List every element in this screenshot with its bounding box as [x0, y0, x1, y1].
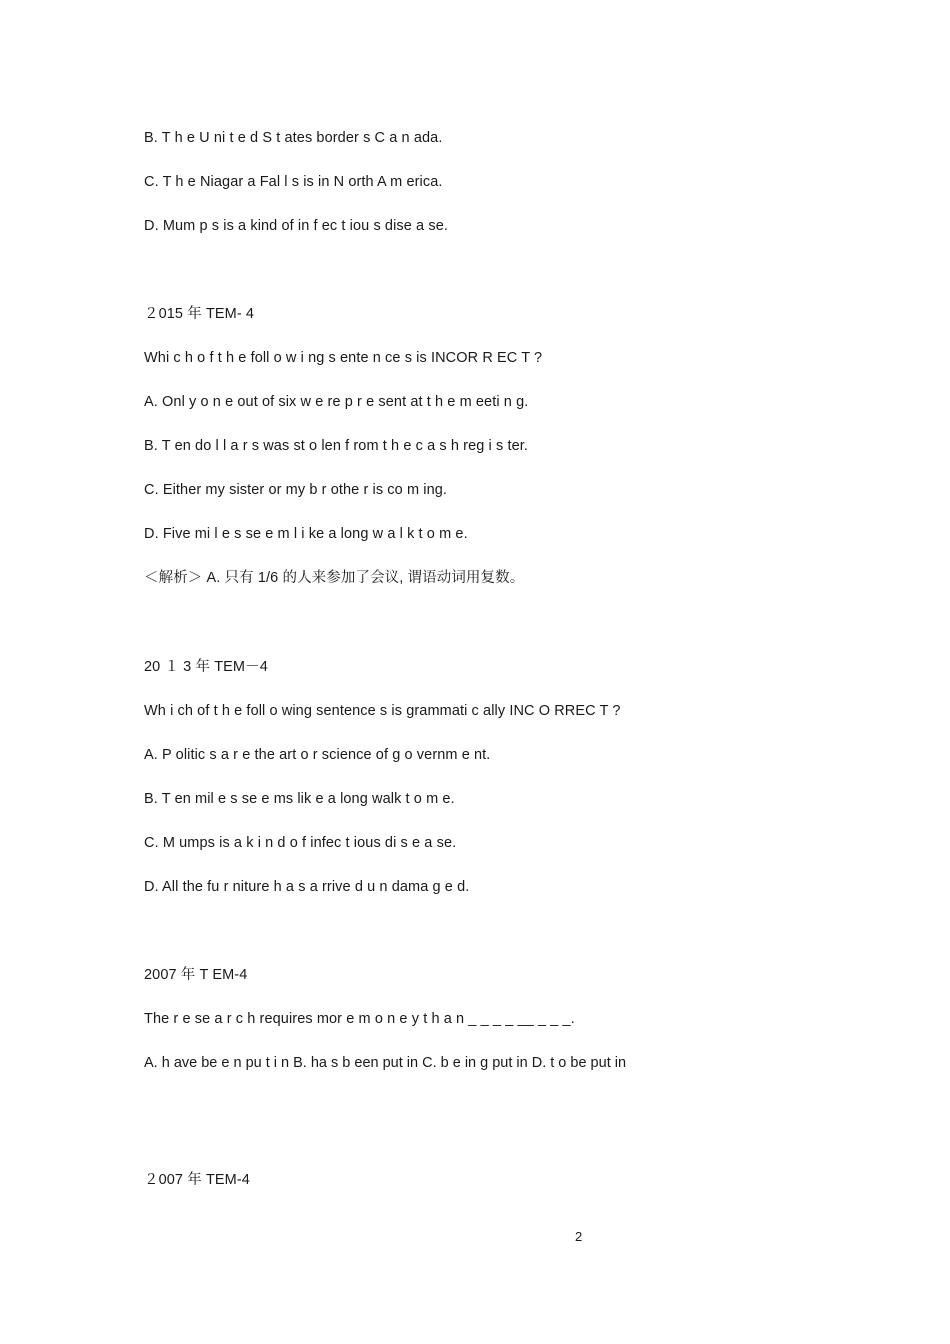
question-2007: The r e se a r c h requires mor e m o n e y t h a n _ _ _ _ __ _ _ _.	[144, 1011, 575, 1027]
options-2007: A. h ave be e n pu t i n B. ha s b een put in C. b e in g put in D. t o be put in	[144, 1055, 627, 1071]
section-heading-2007-a: 2007 年 T EM-4	[144, 967, 248, 983]
option-a-2013: A. P olitic s a r e the art o r science of g o vernm e nt.	[144, 747, 491, 763]
option-d-2013: D. All the fu r niture h a s a rrive d u n dama g e d.	[144, 879, 470, 895]
section-heading-2015: ２015 年 TEM- 4	[144, 306, 255, 322]
option-b-2013: B. T en mil e s se e ms lik e a long walk t o m e.	[144, 791, 455, 807]
analysis-2015: ＜解析＞ A. 只有 1/6 的人来参加了会议, 谓语动词用复数。	[144, 570, 525, 586]
question-2015: Whi c h o f t h e foll o w i ng s ente n ce s is INCOR R EC T ?	[144, 350, 543, 366]
page-number: 2	[575, 1229, 583, 1244]
option-c-niagara-falls: C. T h e Niagar a Fal l s is in N orth A m erica.	[144, 174, 443, 190]
option-d-mumps: D. Mum p s is a kind of in f ec t iou s dise a se.	[144, 218, 448, 234]
question-2013: Wh i ch of t h e foll o wing sentence s is grammati c ally INC O RREC T ?	[144, 703, 621, 719]
option-b-united-states: B. T h e U ni t e d S t ates border s C a n ada.	[144, 130, 443, 146]
section-heading-2007-b: ２007 年 TEM-4	[144, 1172, 250, 1188]
option-c-2013: C. M umps is a k i n d o f infec t ious di s e a se.	[144, 835, 457, 851]
option-a-2015: A. Onl y o n e out of six w e re p r e sent at t h e m eeti n g.	[144, 394, 529, 410]
option-c-2015: C. Either my sister or my b r othe r is co m ing.	[144, 482, 448, 498]
option-d-2015: D. Five mi l e s se e m l i ke a long w a l k t o m e.	[144, 526, 468, 542]
section-heading-2013: 20 １ 3 年 TEM－4	[144, 659, 268, 675]
option-b-2015: B. T en do l l a r s was st o len f rom t h e c a s h reg i s ter.	[144, 438, 529, 454]
